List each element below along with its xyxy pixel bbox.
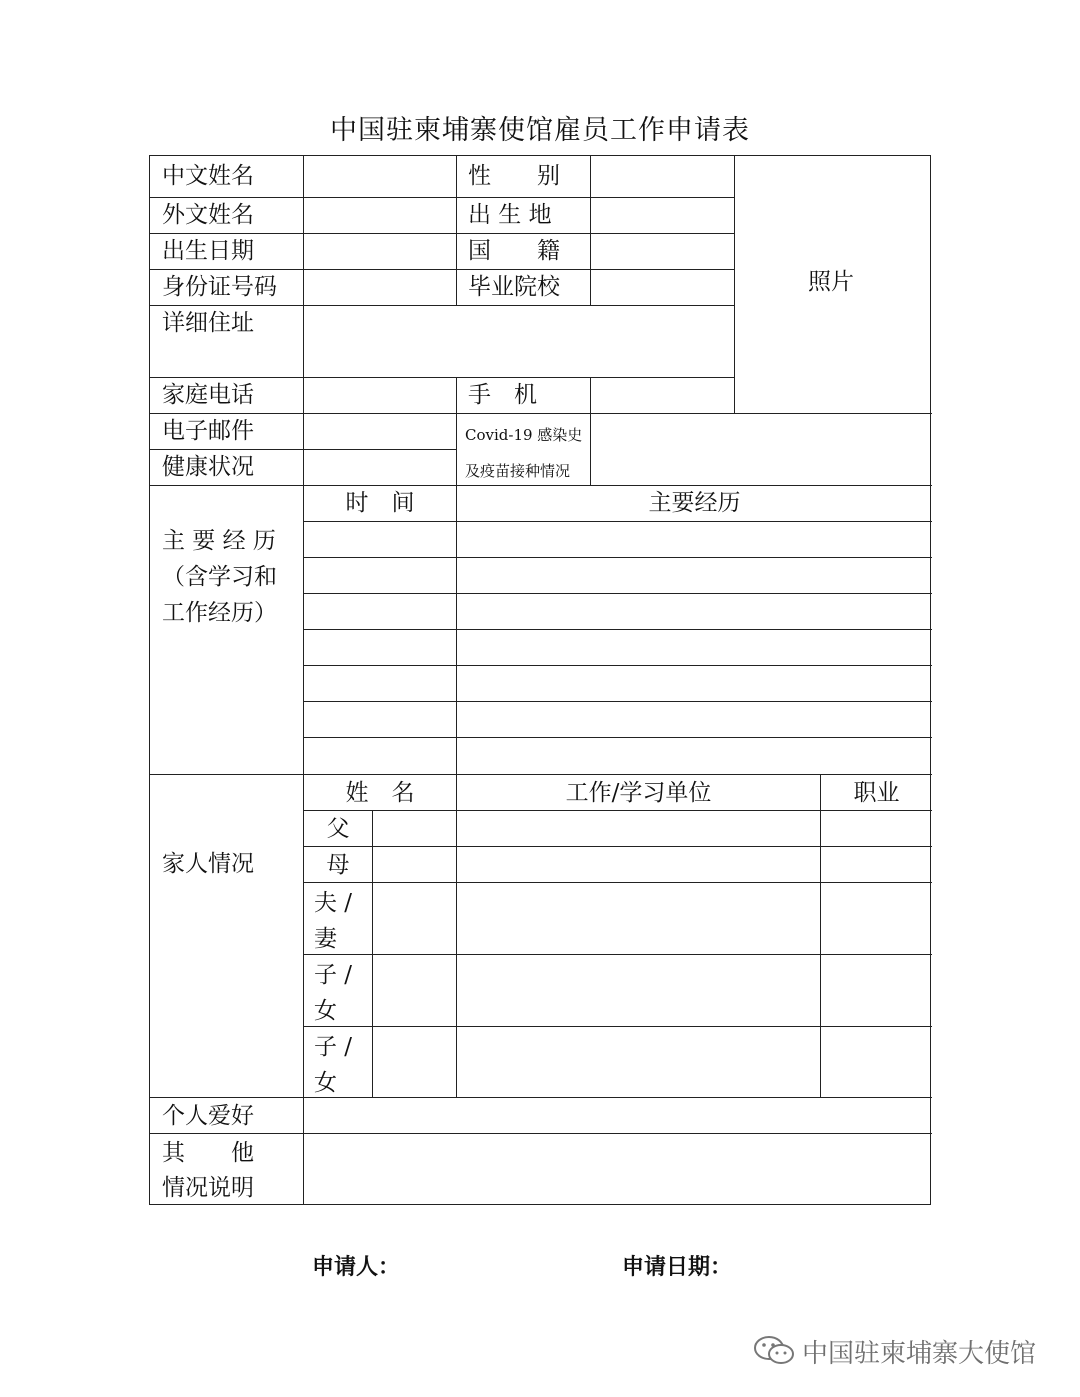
form-title: 中国驻柬埔寨使馆雇员工作申请表 [330, 115, 750, 146]
label-experience: 主 要 经 历（含学习和工作经历） [162, 528, 277, 626]
label-chinese-name: 中文姓名 [162, 163, 254, 189]
label-birth-date: 出生日期 [162, 238, 254, 264]
label-father: 父 [326, 816, 350, 842]
label-child-1: 子 / 女 [314, 962, 353, 1024]
label-covid-line1: Covid-19 感染史 [465, 426, 583, 444]
label-child-2: 子 / 女 [314, 1034, 353, 1096]
label-birthplace: 出 生 地 [468, 202, 552, 228]
label-id-number: 身份证号码 [162, 274, 277, 300]
watermark [752, 1333, 1052, 1367]
label-gender: 性 别 [468, 163, 560, 189]
label-health: 健康状况 [162, 454, 254, 480]
header-family-unit: 工作/学习单位 [565, 780, 712, 806]
label-home-phone: 家庭电话 [162, 382, 254, 408]
header-family-name: 姓 名 [345, 780, 415, 806]
label-hobbies: 个人爱好 [162, 1103, 254, 1129]
watermark-text: 中国驻柬埔寨大使馆 [802, 1339, 1037, 1369]
label-other-line2: 情况说明 [162, 1175, 254, 1201]
label-address: 详细住址 [162, 310, 254, 336]
header-family-job: 职业 [853, 780, 900, 806]
label-mother: 母 [326, 852, 350, 878]
label-foreign-name: 外文姓名 [162, 202, 254, 228]
application-date-label: 申请日期： [622, 1255, 733, 1280]
wechat-icon [752, 1335, 796, 1367]
label-covid-line2: 及疫苗接种情况 [465, 462, 571, 480]
label-mobile: 手 机 [468, 382, 537, 408]
label-nationality: 国 籍 [468, 238, 560, 264]
application-form [149, 155, 931, 1205]
label-spouse: 夫 / 妻 [314, 890, 353, 952]
label-school: 毕业院校 [468, 274, 560, 300]
header-time: 时 间 [345, 490, 415, 516]
applicant-signature-label: 申请人： [312, 1255, 401, 1280]
header-main-experience: 主要经历 [648, 490, 741, 516]
label-other-line1: 其 他 [162, 1140, 254, 1166]
photo-box-label: 照片 [808, 269, 854, 295]
label-family: 家人情况 [162, 851, 254, 877]
label-email: 电子邮件 [162, 418, 254, 444]
